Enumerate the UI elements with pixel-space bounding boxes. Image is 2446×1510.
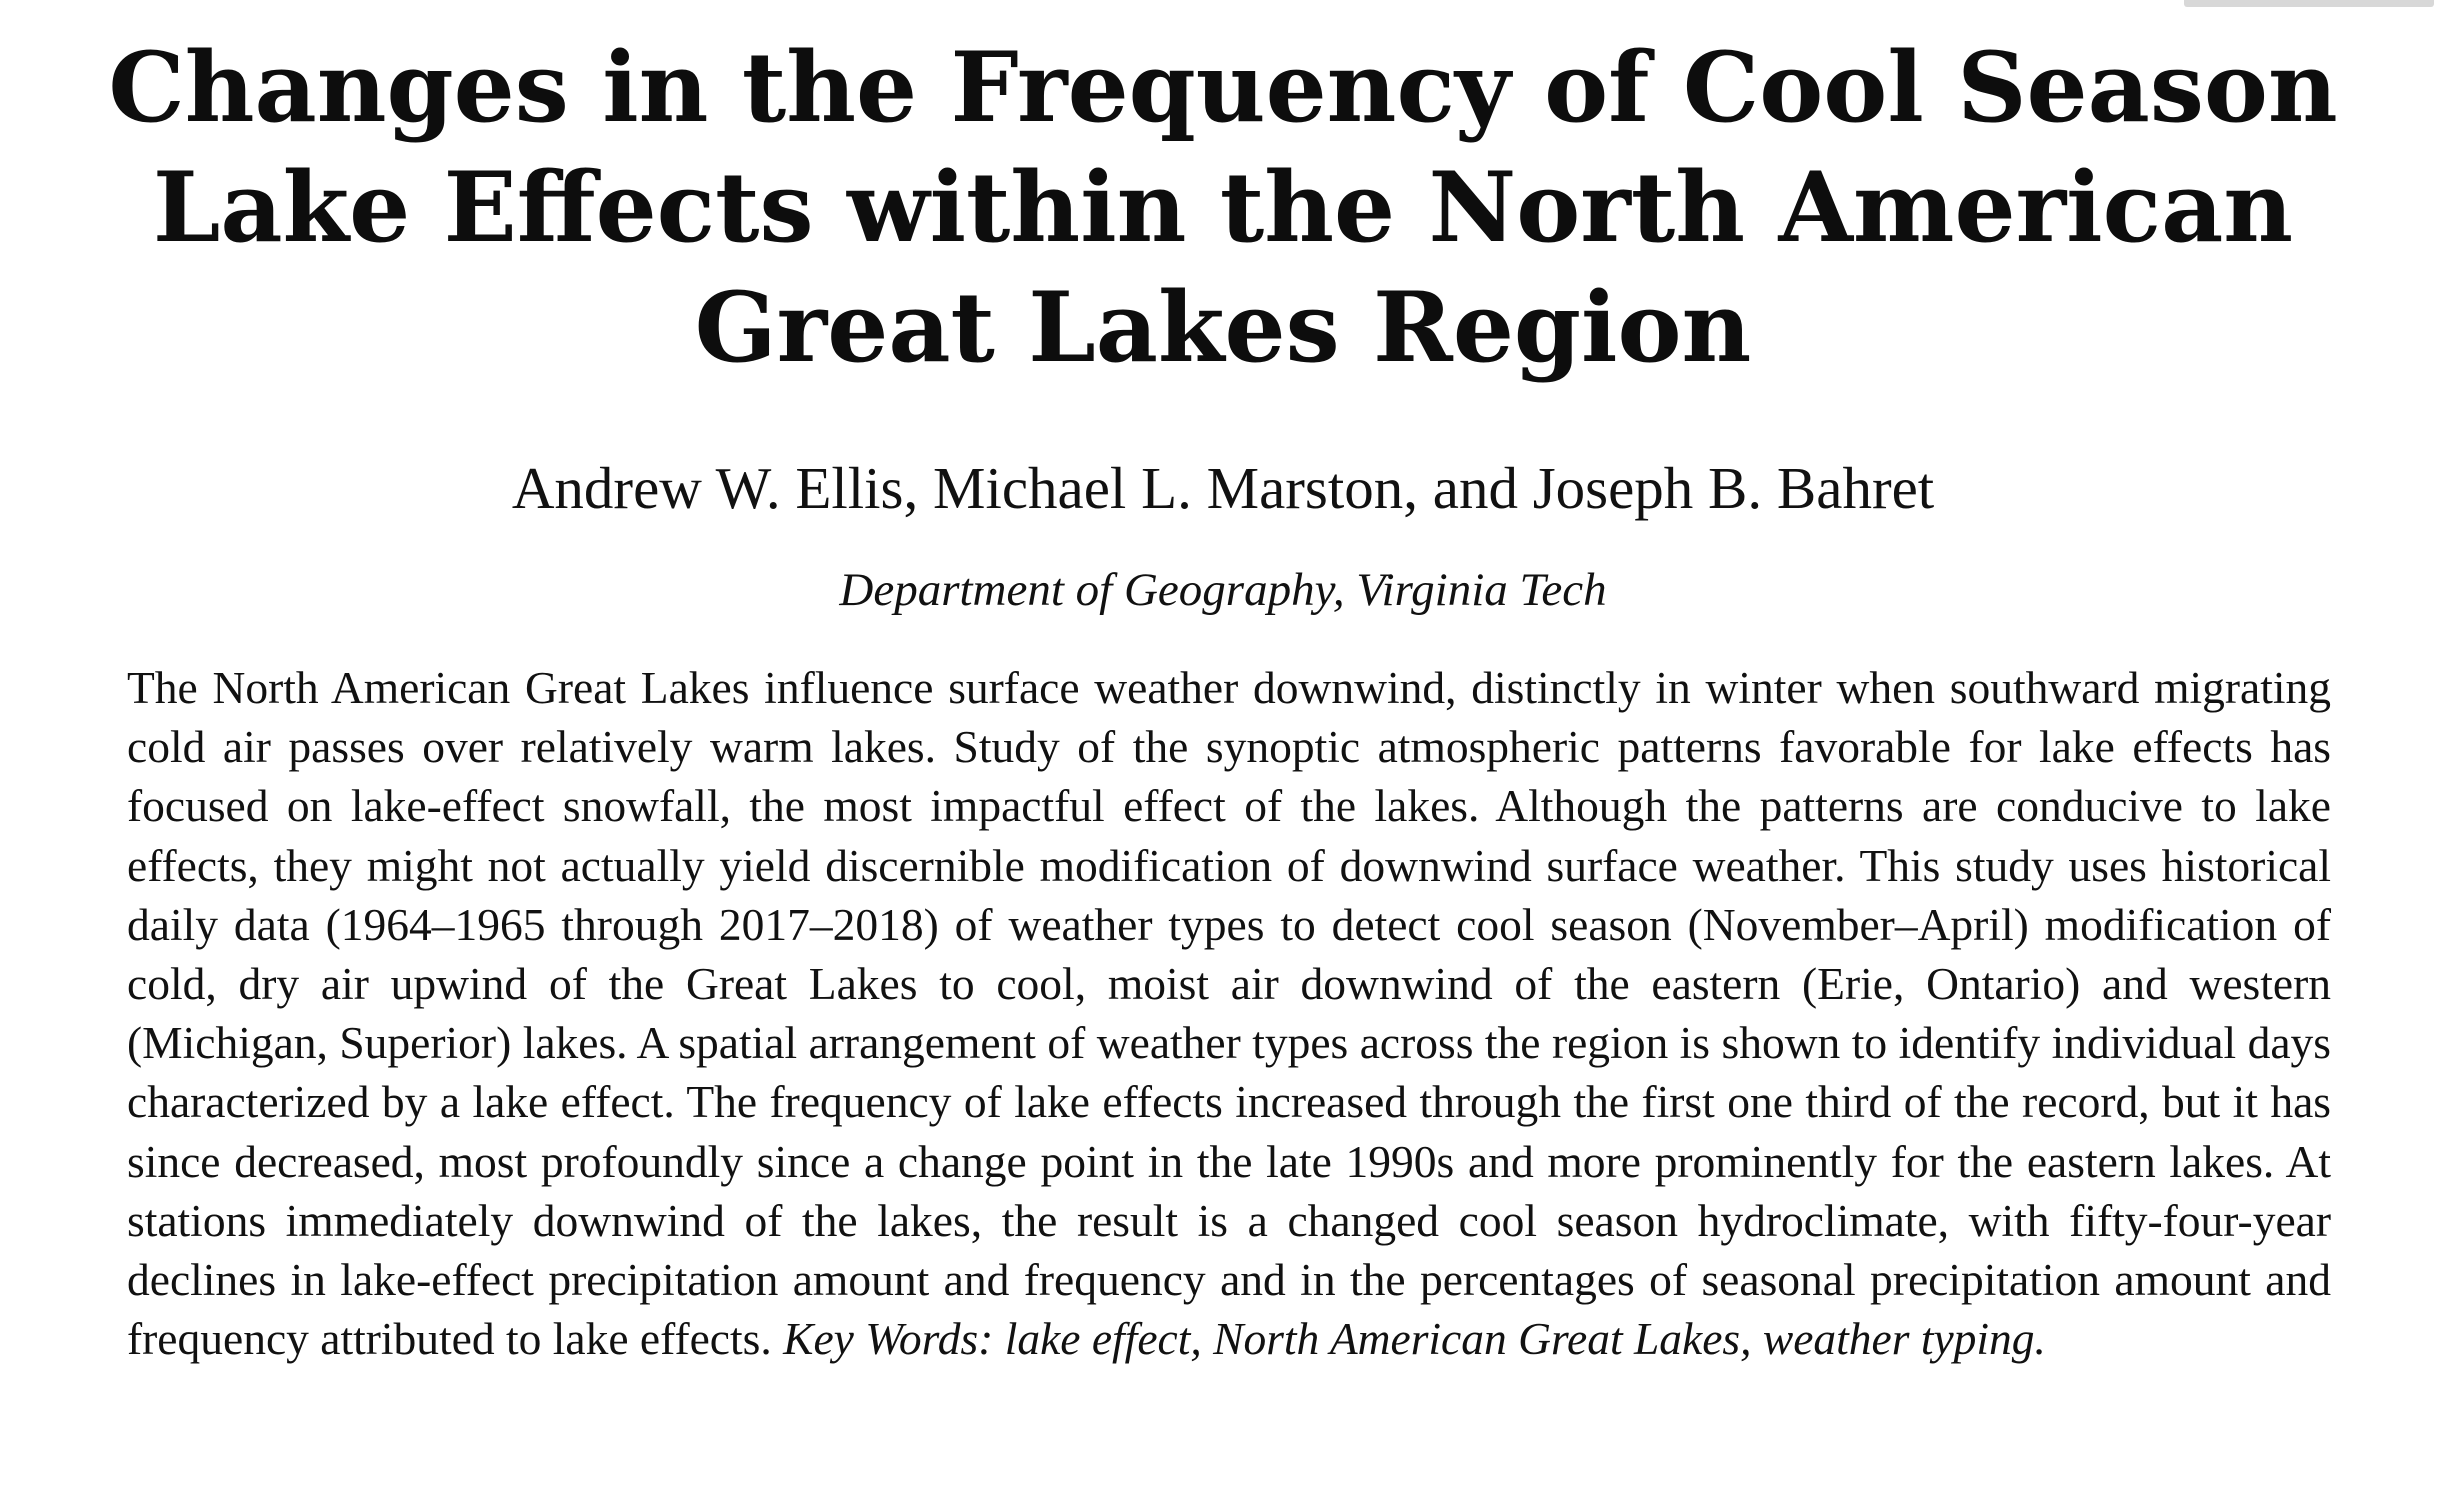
abstract-text: The North American Great Lakes influence surface weather downwind, distinctly in winter when southward migrating cold air passes over relatively warm lakes. Study of the synoptic atmospheric patterns favorable for lake effects has focused on lake-effect snowfall, the most impactful effect of the lakes. Although the patterns are conducive to lake effects, they might not actually yield discernible modification of downwind surface weather. This study uses historical daily data (1964–1965 through 2017–2018) of weather types to detect cool season (November–April) modification of cold, dry air upwind of the Great Lakes to cool, moist air downwind of the eastern (Erie, Ontario) and western (Michigan, Superior) lakes. A spatial arrangement of weather types across the region is shown to identify individual days characterized by a lake effect. The frequency of lake effects increased through the first one third of the record, but it has since decreased, most profoundly since a change point in the late 1990s and more prominently for the eastern lakes. At stations immediately downwind of the lakes, the result is a changed cool season hydroclimate, with fifty-four-year declines in lake-effect precipitation amount and frequency and in the percentages of seasonal precipitation amount and frequency attributed to lake effects. [127,662,2331,1365]
abstract [127,658,2331,1368]
affiliation: Department of Geography, Virginia Tech [839,564,1607,616]
keywords-label: Key Words: [783,1313,994,1365]
keywords-list: lake effect, North American Great Lakes, weather typing. [1004,1313,2046,1365]
author-list: Andrew W. Ellis, Michael L. Marston, and Joseph B. Bahret [511,455,1935,521]
paper-title: Changes in the Frequency of Cool Season Lake Effects within the North American Great Lakes Region [108,31,2338,384]
